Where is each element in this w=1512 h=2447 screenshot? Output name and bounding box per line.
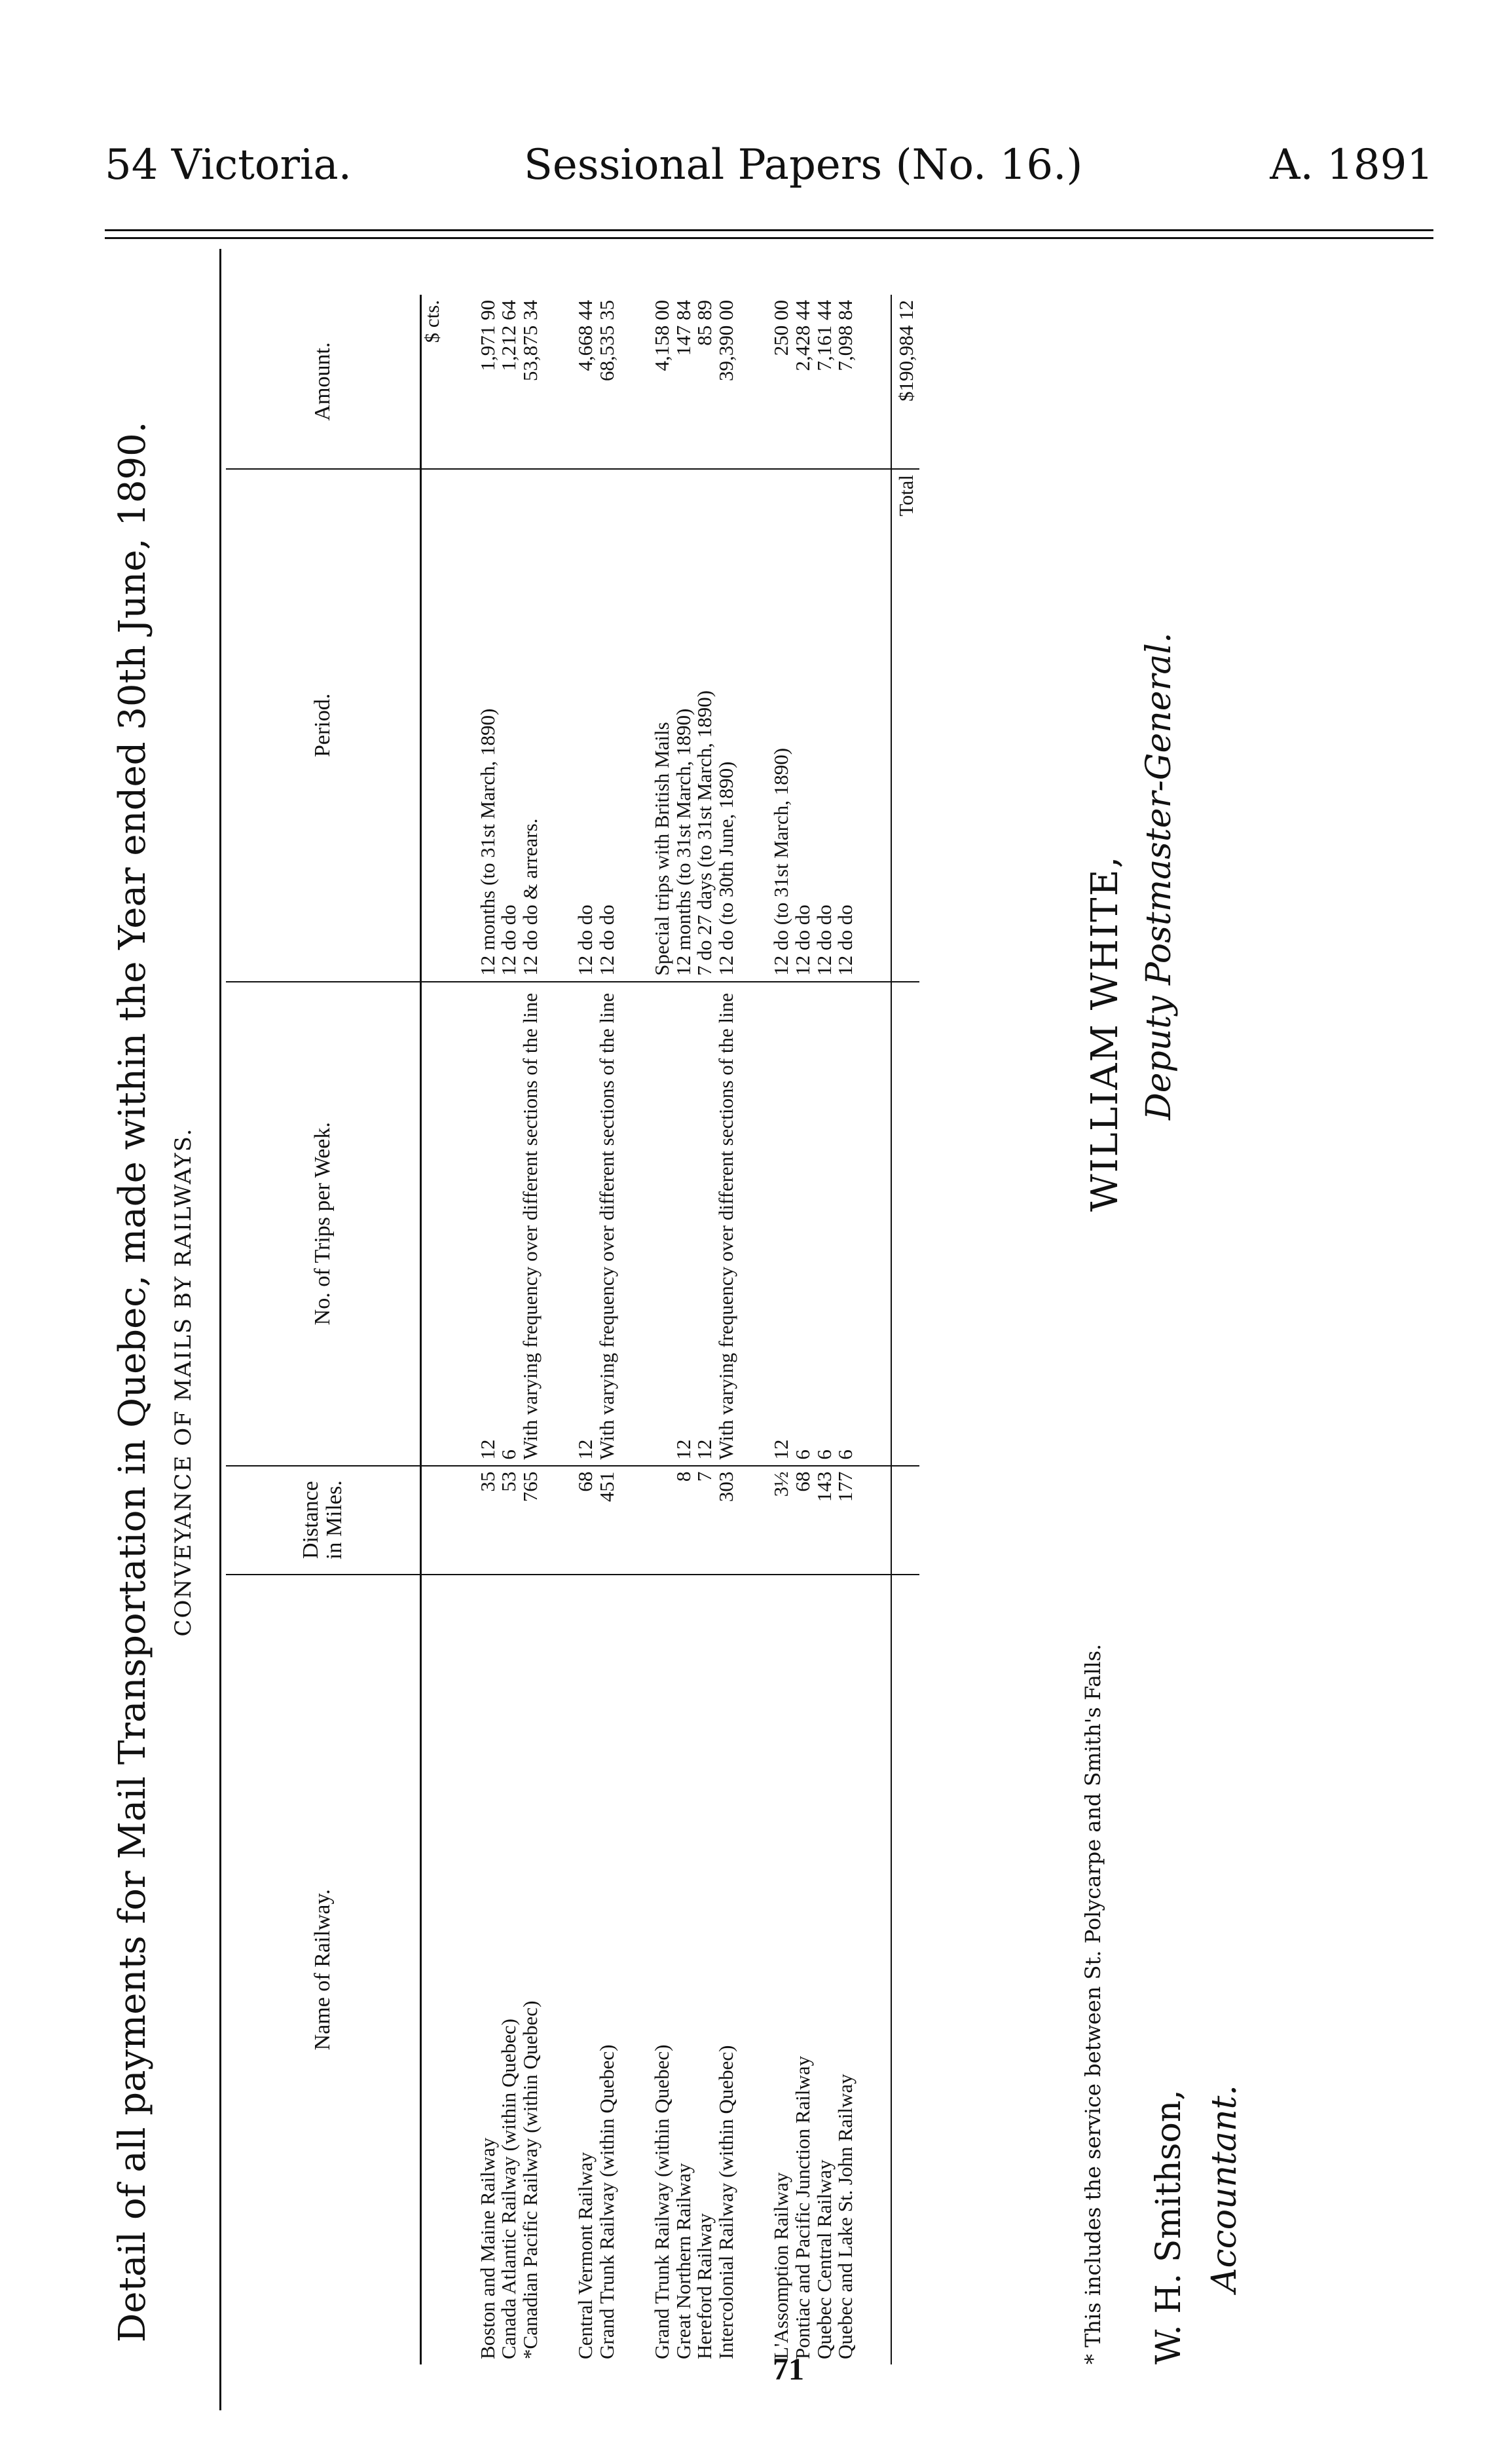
row-distance: 7 [694,1466,716,1575]
footnote: * This includes the service between St. Polycarpe and Smith's Falls. [1080,1643,1105,2364]
payments-table [226,295,919,2364]
row-period: 12 do (to 31st March, 1890) [771,469,792,982]
row-amount: 39,390 00 [716,295,737,469]
table-row [814,295,836,2364]
signature-left-name: W. H. Smithson, [1149,2089,1189,2364]
header-rule [105,237,1433,239]
row-period: 12 do do & arrears. [520,469,542,982]
table-row [520,295,542,2364]
row-name: Grand Trunk Railway (within Quebec) [595,2044,618,2359]
row-amount: 1,971 90 [477,295,499,469]
signature-left-title: Accountant. [1205,2085,1244,2292]
rotated-content [98,300,1408,2391]
row-amount: 68,535 35 [597,295,618,469]
header-rule [105,229,1433,231]
row-amount: 250 00 [771,295,792,469]
row-name: Pontiac and Pacific Junction Railway [791,2055,815,2359]
header-center: Sessional Papers (No. 16.) [524,141,1083,189]
row-period: Special trips with British Mails [652,469,673,982]
row-distance: 451 [597,1466,618,1575]
group-spacer [737,295,771,2364]
row-name: Intercolonial Railway (within Quebec) [714,2045,737,2359]
row-amount: 2,428 44 [792,295,814,469]
row-distance: 765 [520,1466,542,1575]
table-row [597,295,618,2364]
row-name: Quebec and Lake St. John Railway [834,2074,857,2359]
currency-header: $ cts. [421,295,443,469]
group-spacer [541,295,575,2364]
row-trips: 12 [575,982,597,1466]
row-distance: 53 [498,1466,520,1575]
row-amount: 147 84 [673,295,695,469]
row-trips: 12 [694,982,716,1466]
row-period: 12 do do [597,469,618,982]
row-trips: 12 [477,982,499,1466]
row-name: Quebec Central Railway [812,2159,836,2359]
row-trips: 6 [835,982,857,1466]
group-spacer [618,295,652,2364]
signature-right-title: Deputy Postmaster-General. [1139,632,1179,1120]
total-label: Total [891,469,920,982]
row-amount: 7,098 84 [835,295,857,469]
total-amount: $190,984 12 [891,295,920,469]
col-header-trips: No. of Trips per Week. [226,982,421,1466]
row-trips: 6 [814,982,836,1466]
header-left: 54 Victoria. [105,141,352,189]
row-distance: 177 [835,1466,857,1575]
signature-right-name: WILLIAM WHITE, [1084,855,1126,1212]
col-header-period: Period. [226,469,421,982]
row-period: 12 do (to 30th June, 1890) [716,469,737,982]
row-trips: 12 [771,982,792,1466]
table-row [716,295,737,2364]
col-header-name: Name of Railway. [226,1575,421,2364]
row-name: Central Vermont Railway [574,2152,597,2359]
table-row [835,295,857,2364]
table-row [575,295,597,2364]
row-distance: 143 [814,1466,836,1575]
row-period: 12 do do [814,469,836,982]
row-amount: 7,161 44 [814,295,836,469]
row-period: 12 do do [792,469,814,982]
row-trips: 6 [792,982,814,1466]
row-name: Hereford Railway [693,2213,716,2359]
row-distance [652,1466,673,1575]
table-row [694,295,716,2364]
row-trips: 6 [498,982,520,1466]
row-amount: 85 89 [694,295,716,469]
table-row [673,295,695,2364]
row-trips: With varying frequency over different sections of the line [597,982,618,1466]
row-trips: With varying frequency over different sections of the line [716,982,737,1466]
row-period: 12 do do [835,469,857,982]
page-number: 71 [773,2352,804,2387]
table-row [652,295,673,2364]
header-right: A. 1891 [1270,141,1433,189]
row-period: 12 do do [498,469,520,982]
row-period: 12 months (to 31st March, 1890) [673,469,695,982]
row-trips [652,982,673,1466]
row-name: Grand Trunk Railway (within Quebec) [650,2044,674,2359]
table-row [498,295,520,2364]
row-name: *Canadian Pacific Railway (within Quebec) [518,2000,542,2359]
row-amount: 1,212 64 [498,295,520,469]
row-period: 12 do do [575,469,597,982]
table-row [477,295,499,2364]
row-period: 7 do 27 days (to 31st March, 1890) [694,469,716,982]
table-row [792,295,814,2364]
row-name: Great Northern Railway [671,2163,695,2359]
row-distance: 8 [673,1466,695,1575]
group-spacer [443,295,477,2364]
col-header-distance: Distance in Miles. [226,1466,421,1575]
row-distance: 68 [575,1466,597,1575]
row-amount: 4,668 44 [575,295,597,469]
page-title: Detail of all payments for Mail Transportation in Quebec, made within the Year ended 30th June, 1890. [111,421,154,2343]
col-header-amount: Amount. [226,295,421,469]
row-trips: 12 [673,982,695,1466]
row-name: Boston and Maine Railway [475,2137,499,2359]
row-distance: 3½ [771,1466,792,1575]
table-body [421,295,920,2364]
row-amount: 53,875 34 [520,295,542,469]
row-trips: With varying frequency over different sections of the line [520,982,542,1466]
row-distance: 303 [716,1466,737,1575]
page-subtitle: CONVEYANCE OF MAILS BY RAILWAYS. [170,1127,196,1637]
row-amount: 4,158 00 [652,295,673,469]
row-period: 12 months (to 31st March, 1890) [477,469,499,982]
row-distance: 35 [477,1466,499,1575]
total-row [891,295,920,2364]
row-name: L'Assomption Railway [769,2172,793,2359]
table-row [771,295,792,2364]
row-distance: 68 [792,1466,814,1575]
row-name: Canada Atlantic Railway (within Quebec) [497,2019,521,2359]
